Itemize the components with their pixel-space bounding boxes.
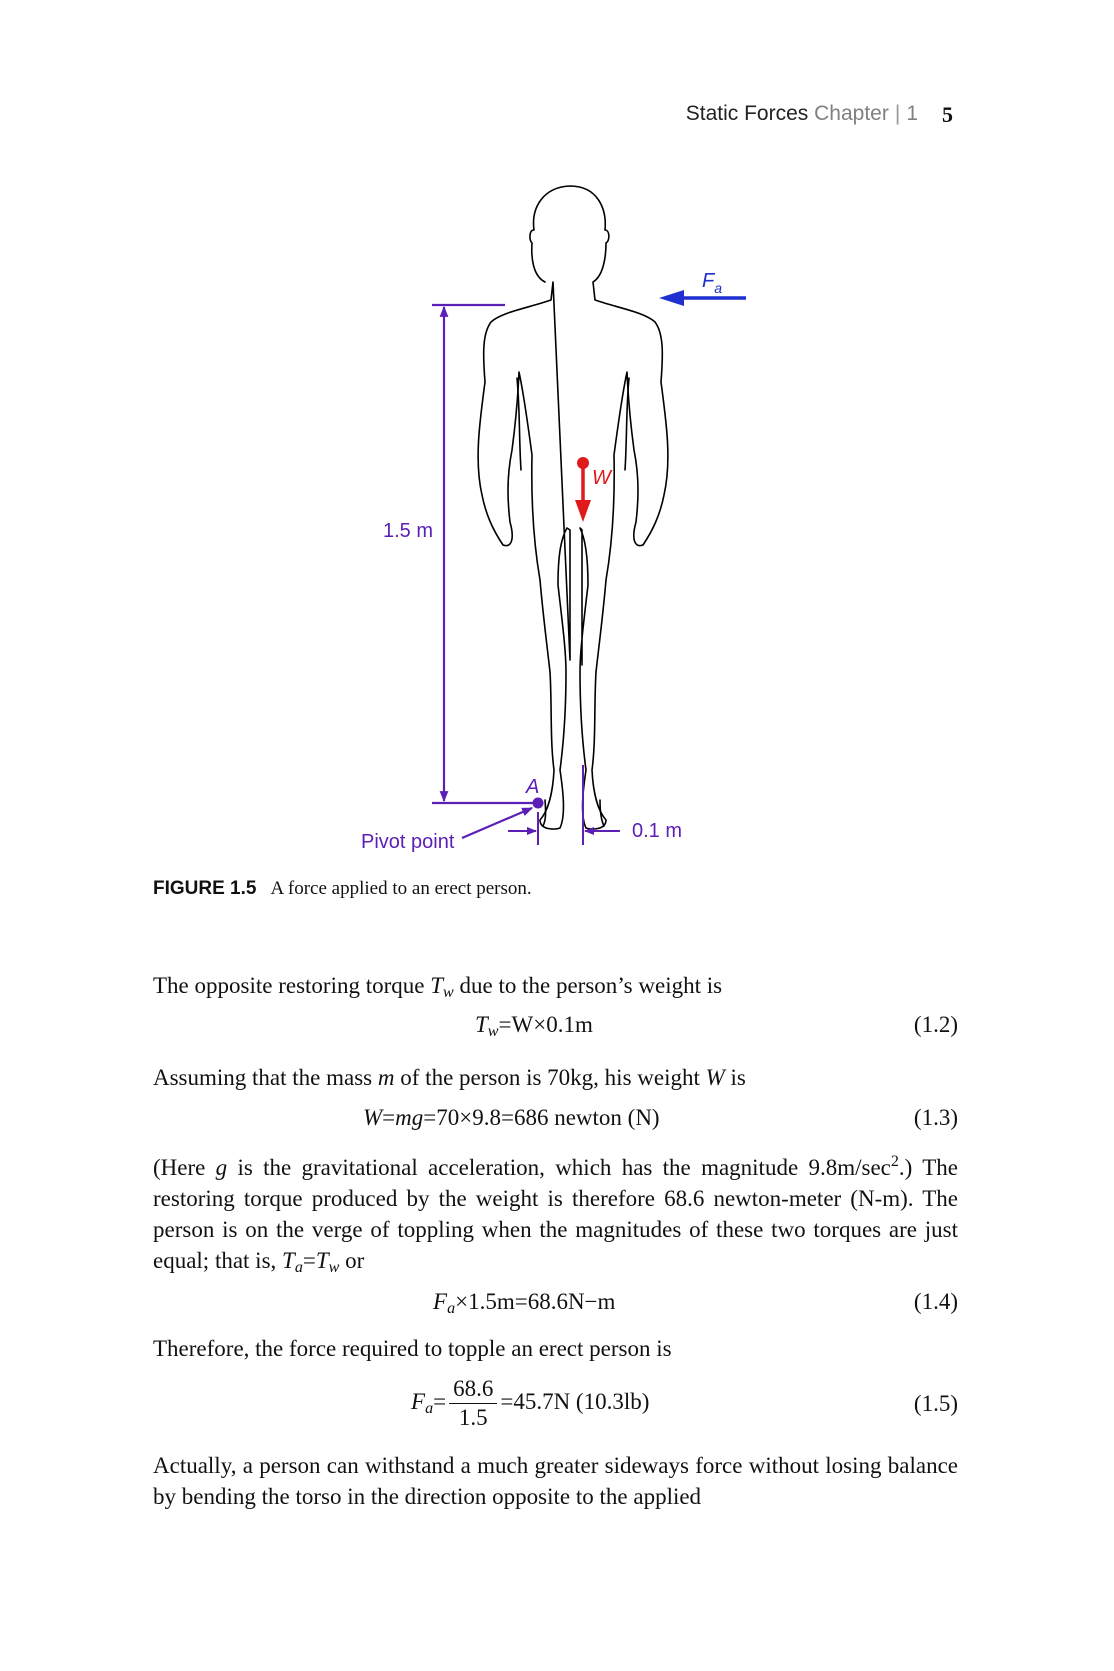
weight-arrow — [575, 457, 591, 522]
p2-text-a: Assuming that the mass — [153, 1065, 378, 1090]
running-head-chapter-number: 1 — [906, 102, 918, 125]
equation-1-4 — [153, 1289, 958, 1323]
p1-var-t: T — [430, 973, 444, 998]
pivot-point-marker — [533, 798, 544, 809]
person-outline — [478, 186, 668, 829]
running-head-separator: | — [894, 102, 901, 125]
equation-1-4-body — [433, 1289, 615, 1315]
p3-equals: = — [302, 1248, 316, 1273]
equation-1-3-body — [363, 1105, 660, 1131]
paragraph-actually: Actually, a person can withstand a much greater sideways force without losing balance by bending the torso in the direction opposite to the applied — [153, 1453, 958, 1509]
p3-var-tw: T — [315, 1248, 329, 1273]
p2-var-m: m — [377, 1065, 395, 1090]
eq3-lhs: W — [363, 1105, 383, 1130]
equation-1-2-body — [475, 1012, 593, 1038]
p3-text-b: is the gravitational acceleration, which has the magnitude 9.8m/sec — [227, 1155, 891, 1180]
equation-1-5 — [153, 1375, 958, 1437]
page-number: 5 — [942, 102, 953, 127]
p3-var-g: g — [215, 1155, 228, 1180]
eq5-denominator: 1.5 — [458, 1405, 488, 1430]
p3-text-a: (Here — [153, 1155, 216, 1180]
eq5-fraction — [449, 1375, 497, 1432]
equation-1-5-number: (1.5) — [913, 1391, 958, 1416]
caption-label: FIGURE 1.5 — [153, 878, 257, 899]
caption-text: A force applied to an erect person. — [270, 878, 532, 899]
eq5-numerator: 68.6 — [449, 1375, 497, 1404]
height-dimension — [432, 305, 540, 803]
running-head-title: Static Forces — [685, 102, 809, 125]
eq5-equals: = — [433, 1388, 447, 1414]
p2-text-b: of the person is 70kg, his weight — [394, 1065, 706, 1090]
pivot-label: Pivot point — [361, 831, 455, 853]
eq3-mg: mg — [395, 1105, 424, 1130]
force-fa-arrow — [659, 290, 746, 306]
equation-1-5-body — [411, 1375, 649, 1432]
p3-text-d: or — [339, 1248, 365, 1273]
p3-var-ta: T — [282, 1248, 295, 1273]
force-fa-label: $F_a$ — [702, 270, 723, 296]
figure-caption — [153, 878, 532, 900]
eq3-equals: = — [382, 1105, 396, 1130]
equation-1-2 — [153, 1012, 958, 1046]
eq2-lhs-sub: w — [487, 1023, 499, 1040]
p1-text-b: due to the person’s weight is — [453, 973, 723, 998]
eq5-lhs-sub: a — [425, 1399, 434, 1417]
eq5-rhs: =45.7N (10.3lb) — [500, 1388, 650, 1414]
paragraph-therefore: Therefore, the force required to topple an erect person is — [153, 1336, 672, 1361]
eq4-lhs-sub: a — [447, 1300, 456, 1317]
p3-sub-w: w — [328, 1259, 340, 1276]
equation-1-4-number: (1.4) — [913, 1289, 958, 1314]
eq4-rhs: ×1.5m=68.6N−m — [455, 1289, 616, 1314]
paragraph-gravity — [153, 1152, 958, 1276]
weight-label: W — [592, 467, 611, 489]
paragraph-mass — [153, 1062, 958, 1093]
point-a-label: A — [526, 776, 540, 798]
paragraph-restoring-torque — [153, 970, 958, 1001]
equation-1-3-number: (1.3) — [913, 1105, 958, 1130]
running-head-chapter: Chapter — [814, 102, 889, 125]
p2-var-w: W — [705, 1065, 725, 1090]
p3-text-c: .) The restoring torque produced by the weight is therefore 68.6 newton-meter (N-m). The person is on the verge of toppling when the magnitudes of these two torques are just equal; that is, — [153, 1155, 958, 1273]
offset-label: 0.1 m — [632, 820, 683, 842]
pivot-leader-line — [462, 808, 532, 838]
eq4-lhs: F — [433, 1289, 448, 1314]
eq3-rhs: =70×9.8=686 newton (N) — [423, 1105, 660, 1130]
eq2-lhs: T — [475, 1012, 488, 1037]
p1-sub-w: w — [443, 984, 454, 1001]
p2-text-c: is — [724, 1065, 746, 1090]
eq2-rhs: =W×0.1m — [498, 1012, 593, 1037]
p1-text-a: The opposite restoring torque — [153, 973, 431, 998]
p3-sup: 2 — [890, 1153, 899, 1170]
equation-1-3 — [153, 1105, 958, 1139]
equation-1-2-number: (1.2) — [913, 1012, 958, 1037]
p3-sub-a: a — [294, 1259, 303, 1276]
height-label: 1.5 m — [383, 520, 434, 542]
eq5-lhs: F — [411, 1388, 426, 1414]
